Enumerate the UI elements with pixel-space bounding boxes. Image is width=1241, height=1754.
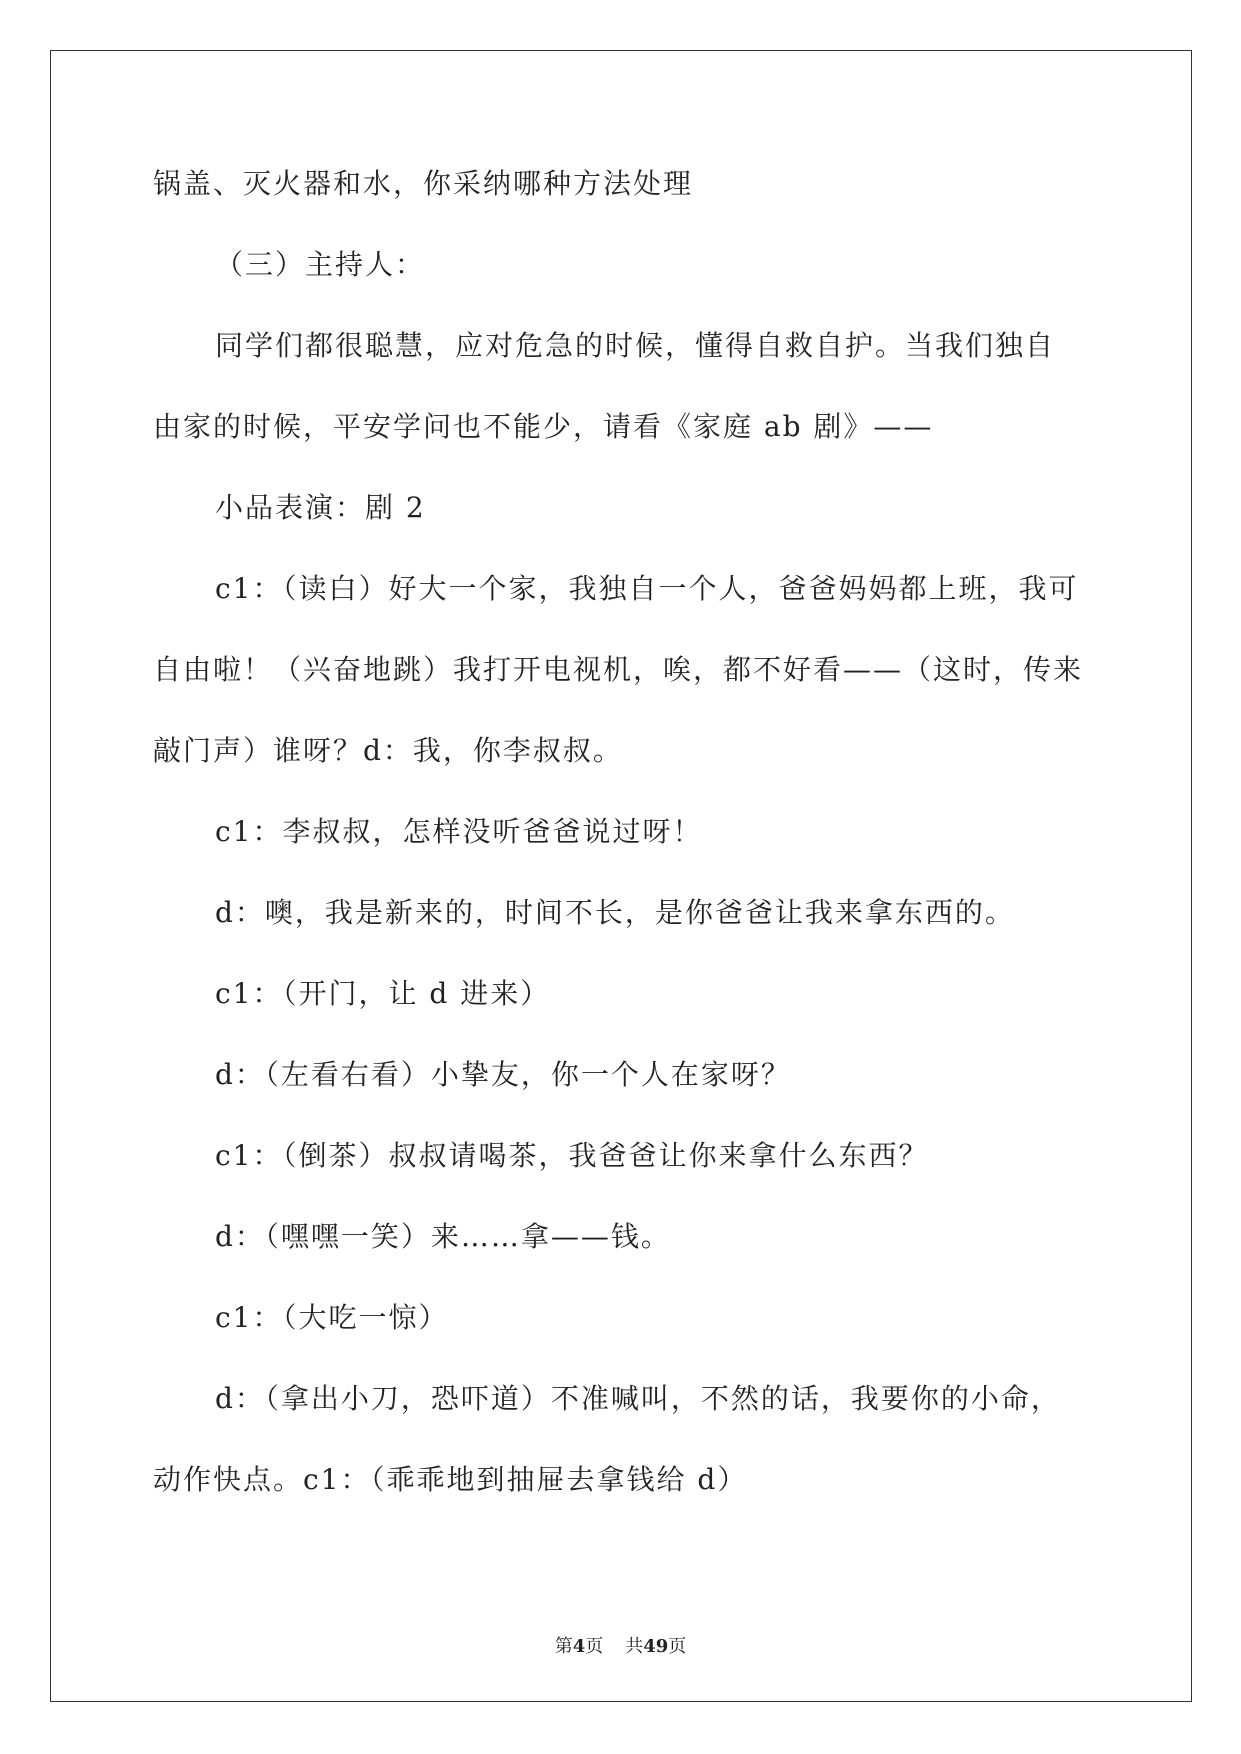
paragraph-line: 敲门声）谁呀？d：我，你李叔叔。 [153, 734, 623, 767]
paragraph-line: 由家的时候，平安学问也不能少，请看《家庭 ab 剧》—— [153, 410, 934, 443]
paragraph-line: c1：（倒茶）叔叔请喝茶，我爸爸让你来拿什么东西？ [215, 1139, 929, 1172]
paragraph-line: d：（嘿嘿一笑）来……拿——钱。 [215, 1220, 671, 1253]
footer-page-number: 4 [572, 1636, 586, 1657]
footer-total-suffix: 页 [668, 1636, 687, 1657]
paragraph-line: c1：（开门，让 d 进来） [215, 977, 551, 1010]
footer-page-prefix: 第 [554, 1636, 573, 1657]
paragraph-line: c1：（大吃一惊） [215, 1301, 449, 1334]
paragraph-line: d：噢，我是新来的，时间不长，是你爸爸让我来拿东西的。 [215, 896, 1015, 929]
paragraph-line: 自由啦！（兴奋地跳）我打开电视机，唉，都不好看——（这时，传来 [153, 653, 1084, 686]
paragraph-line: 锅盖、灭火器和水，你采纳哪种方法处理 [153, 167, 694, 200]
paragraph-line: d：（拿出小刀，恐吓道）不准喊叫，不然的话，我要你的小命， [215, 1382, 1061, 1415]
paragraph-line: 小品表演：剧 2 [215, 491, 426, 524]
paragraph-line: d：（左看右看）小挚友，你一个人在家呀？ [215, 1058, 791, 1091]
page-footer [0, 1632, 1241, 1658]
footer-page-suffix: 页 [585, 1636, 604, 1657]
paragraph-line: c1：（读白）好大一个家，我独自一个人，爸爸妈妈都上班，我可 [215, 572, 1079, 605]
footer-total-pages: 49 [643, 1636, 669, 1657]
paragraph-line: 动作快点。c1：（乖乖地到抽屉去拿钱给 d） [153, 1463, 748, 1496]
paragraph-line: （三）主持人： [215, 248, 426, 281]
document-body [153, 162, 1093, 1539]
footer-total-prefix: 共 [625, 1636, 644, 1657]
paragraph-line: c1：李叔叔，怎样没听爸爸说过呀！ [215, 815, 703, 848]
paragraph-line: 同学们都很聪慧，应对危急的时候，懂得自救自护。当我们独自 [215, 329, 1056, 362]
